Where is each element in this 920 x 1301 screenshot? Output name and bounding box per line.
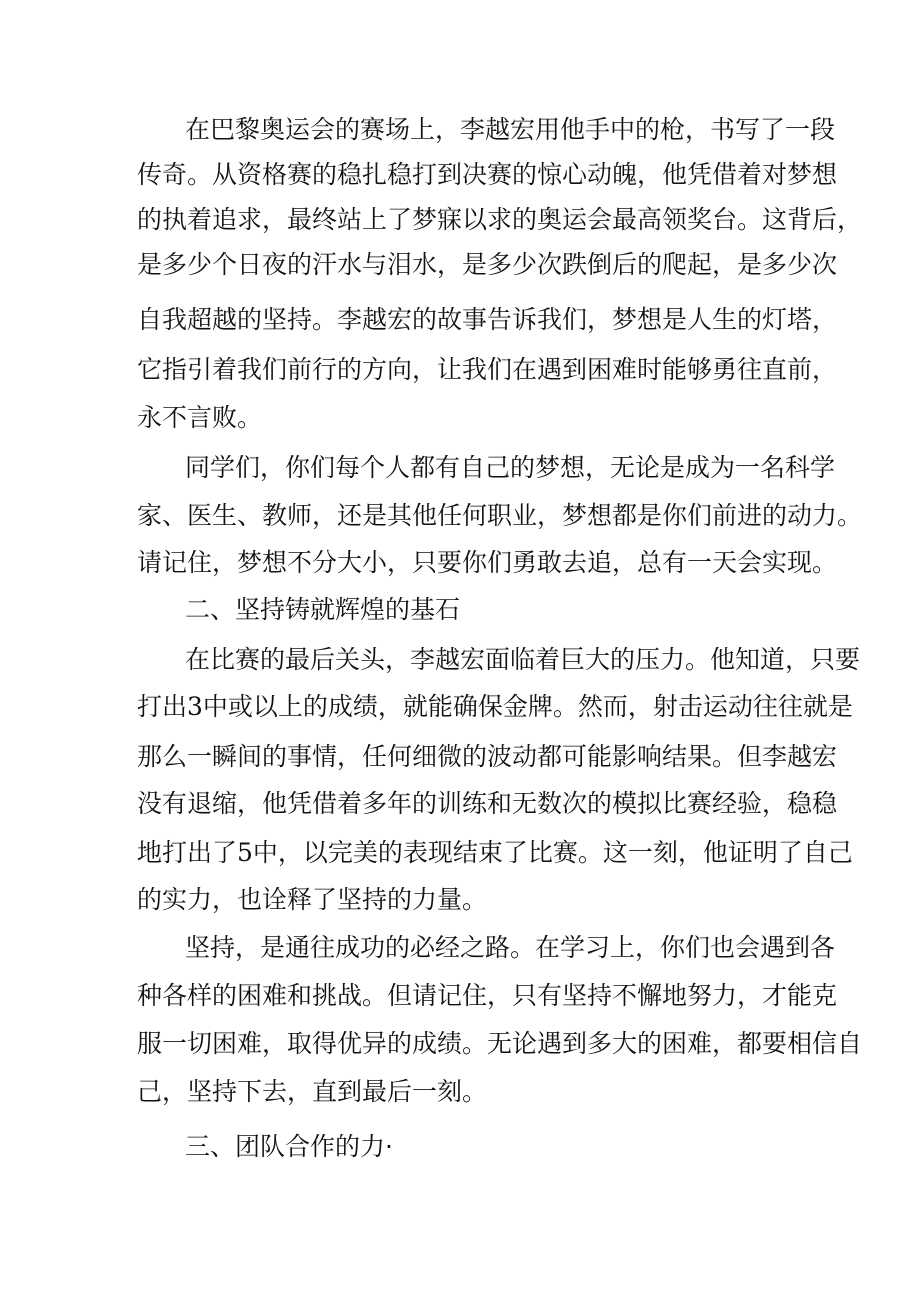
paragraph-1-line-6: 它指引着我们前行的方向，让我们在遇到困难时能够勇往直前，: [137, 355, 838, 384]
paragraph-2-line-1: 同学们，你们每个人都有自己的梦想，无论是成为一名科学: [185, 453, 836, 482]
paragraph-4-line-1: 坚持，是通往成功的必经之路。在学习上，你们也会遇到各: [185, 933, 836, 962]
paragraph-2-line-3: 请记住，梦想不分大小，只要你们勇敢去追，总有一天会实现。: [137, 548, 838, 577]
paragraph-1-line-5: 自我超越的坚持。李越宏的故事告诉我们，梦想是人生的灯塔，: [137, 305, 838, 334]
section-heading-3: 三、团队合作的力·: [185, 1132, 393, 1161]
paragraph-2-line-2: 家、医生、教师，还是其他任何职业，梦想都是你们前进的动力。: [137, 501, 863, 530]
paragraph-3-line-5: 地打出了5中，以完美的表现结束了比赛。这一刻，他证明了自己: [137, 838, 853, 867]
paragraph-3-line-6: 的实力，也诠释了坚持的力量。: [137, 885, 488, 914]
paragraph-1-line-2: 传奇。从资格赛的稳扎稳打到决赛的惊心动魄，他凭借着对梦想: [137, 160, 838, 189]
paragraph-3-line-3: 那么一瞬间的事情，任何细微的波动都可能影响结果。但李越宏: [137, 742, 838, 771]
section-heading-2: 二、坚持铸就辉煌的基石: [185, 595, 461, 624]
paragraph-4-line-3: 服一切困难，取得优异的成绩。无论遇到多大的困难，都要相信自: [137, 1029, 863, 1058]
paragraph-3-line-1: 在比赛的最后关头，李越宏面临着巨大的压力。他知道，只要: [185, 645, 861, 674]
paragraph-1-line-3: 的执着追求，最终站上了梦寐以求的奥运会最高领奖台。这背后，: [137, 205, 863, 234]
paragraph-1-line-4: 是多少个日夜的汗水与泪水，是多少次跌倒后的爬起，是多少次: [137, 250, 838, 279]
paragraph-1-line-1: 在巴黎奥运会的赛场上，李越宏用他手中的枪，书写了一段: [185, 115, 836, 144]
paragraph-3-line-2: 打出3中或以上的成绩，就能确保金牌。然而，射击运动往往就是: [137, 692, 853, 721]
paragraph-3-line-4: 没有退缩，他凭借着多年的训练和无数次的模拟比赛经验，稳稳: [137, 789, 838, 818]
paragraph-1-line-7: 永不言败。: [137, 403, 263, 432]
paragraph-4-line-4: 己，坚持下去，直到最后一刻。: [137, 1077, 488, 1106]
paragraph-4-line-2: 种各样的困难和挑战。但请记住，只有坚持不懈地努力，才能克: [137, 981, 838, 1010]
